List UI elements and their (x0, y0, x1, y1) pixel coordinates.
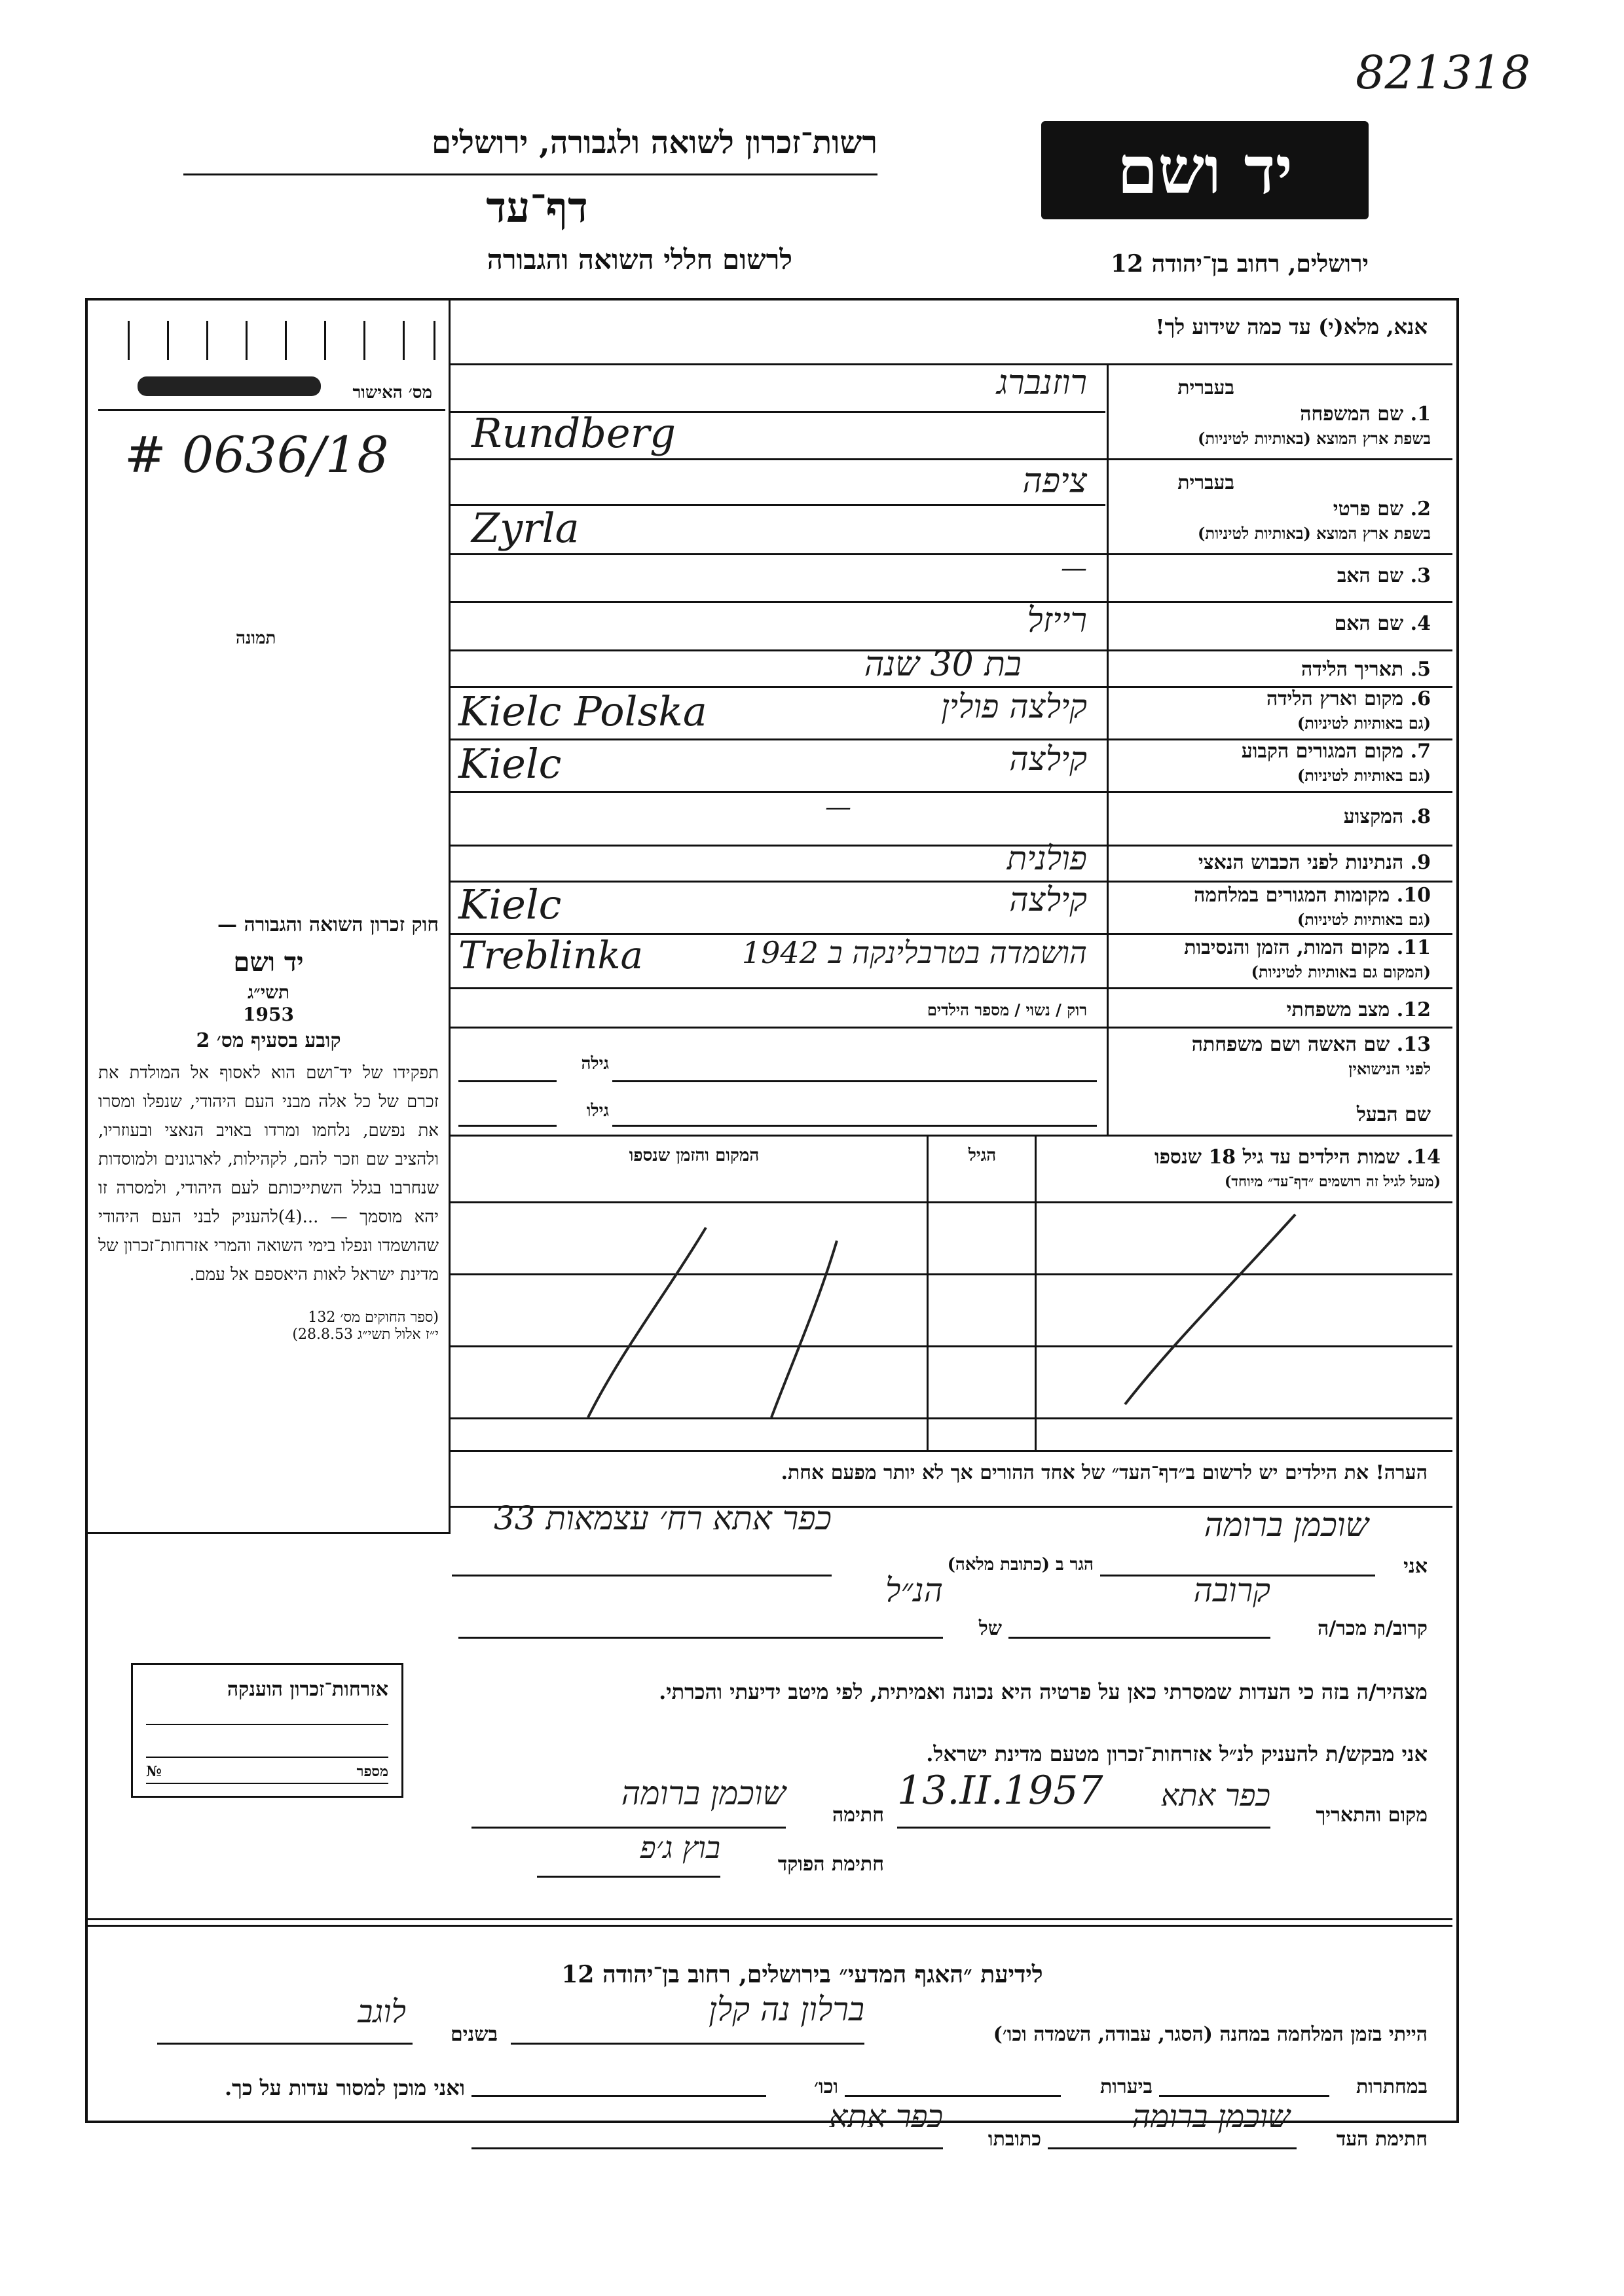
law-stamp (98, 913, 439, 1343)
ready-text: ואני מוכן למסור עדות על כך. (224, 2075, 465, 2100)
f1-num: 1. (1410, 403, 1431, 426)
archive-number: 821318 (1356, 46, 1531, 100)
camp-label: הייתי בזמן המלחמה במחנה (הסגר, עבודה, השמדה וכו׳) (993, 2023, 1428, 2046)
f7-label (1116, 740, 1431, 763)
of-label: של (978, 1617, 1002, 1640)
f12-value: רוק / נשוי / מספר הילדים (927, 1000, 1087, 1019)
children-label-text: שמות הילדים עד גיל 18 שנספו (1154, 1146, 1400, 1169)
resides-label: הגר ב (כתובת מלאה) (947, 1555, 1094, 1575)
husband-age-label: גילו (586, 1101, 609, 1121)
f5-label (1116, 658, 1431, 681)
f10-sub: (גם באותיות לטיניות) (1297, 910, 1431, 929)
children-num: 14. (1406, 1146, 1441, 1169)
stamp-line3: תשי״ג (247, 981, 290, 1003)
stamp-line1: חוק זכרון השואה והגבורה — (217, 913, 439, 936)
officer-label: חתימת הפוקד (777, 1853, 884, 1876)
f4-label (1116, 612, 1431, 635)
f13-sub: לפני הנישואין (1348, 1059, 1431, 1078)
f12-label-text: מצב משפחתי (1286, 998, 1390, 1021)
f2-label (1116, 498, 1431, 520)
f9-num: 9. (1410, 851, 1431, 874)
stamp-line5: קובע בסעיף מס׳ 2 (196, 1029, 341, 1052)
approval-label: מס׳ האישור (352, 383, 432, 403)
f4-num: 4. (1410, 612, 1431, 635)
place-date-label: מקום והתאריך (1316, 1804, 1428, 1827)
f5-num: 5. (1410, 658, 1431, 681)
etc-label: וכו׳ (814, 2075, 838, 2098)
f8-label-text: המקצוע (1343, 805, 1404, 828)
f13-age-label: גילה (581, 1054, 609, 1074)
f2-num: 2. (1410, 498, 1431, 520)
f7-sub: (גם באותיות לטיניות) (1297, 766, 1431, 785)
witness-sig-label: חתימת העד (1336, 2128, 1428, 2151)
f3-label (1116, 564, 1431, 587)
f10-label (1116, 884, 1431, 907)
request: אני מבקש/ת להעניק לנ״ל אזרחות־זכרון מטעם מדינת ישראל. (926, 1741, 1428, 1766)
witness-sig: שוכמן ברומה (1132, 2098, 1290, 2135)
number-label: מספר (356, 1763, 388, 1780)
officer-signature: בוץ ג׳פ (640, 1830, 720, 1865)
stamp-line2: יד ושם (233, 947, 304, 977)
f6-value-latin: Kielc Polska (458, 687, 707, 735)
f11-label (1116, 936, 1431, 959)
lower-title: לידיעת ״האגף המדעי״ בירושלים, רחוב בן־יהודה 12 (561, 1961, 1043, 1988)
form-subtitle: לרשום חללי השואה והגבורה (487, 244, 792, 276)
declaration: מצהיר/ה בזה כי העדות שמסרתי כאן על פרטיה היא נכונה ואמיתית, לפי מיטב ידיעתי והכרתי. (659, 1679, 1428, 1704)
f5-value: בת 30 שנה (864, 645, 1022, 684)
children-sub: (מעל לגיל זה רושמים ״דף־עד״ מיוחד) (1224, 1173, 1441, 1190)
children-place-col: המקום והזמן שנספו (629, 1146, 760, 1165)
approval-ticks (128, 321, 435, 360)
f1-label-text: שם המשפחה (1300, 403, 1404, 426)
f8-num: 8. (1410, 805, 1431, 828)
witness-address: כפר אתא רח׳ עצמאות 33 (493, 1499, 832, 1537)
f11-sub: (המקום גם באותיות לטיניות) (1251, 962, 1431, 981)
witness-name: שוכמן ברומה (1204, 1506, 1369, 1544)
f3-num: 3. (1410, 564, 1431, 587)
logo-text: יד ושם (1117, 132, 1293, 209)
f2-value-he: ציפה (1022, 462, 1087, 501)
date: 13.II.1957 (897, 1768, 1103, 1813)
number-sign: № (146, 1763, 162, 1780)
f5-label-text: תאריך הלידה (1301, 658, 1404, 681)
f6-label (1116, 687, 1431, 710)
camp-value: ברלון נה קלן (709, 1990, 864, 2028)
note: הערה! את הילדים יש לרשום ב״דף־העד״ של אחד ההורים אך לא יותר מפעם אחת. (781, 1461, 1428, 1484)
partisans-label: במחתרות (1356, 2075, 1428, 2098)
signature-label: חתימה (832, 1804, 884, 1827)
authority-title: רשות־זכרון לשואה ולגבורה, ירושלים (431, 124, 877, 161)
f13-num: 13. (1396, 1033, 1431, 1056)
stamp-footer1: (ספר החוקים מס׳ 132 (308, 1309, 439, 1326)
forests-label: ביערות (1099, 2075, 1153, 2098)
stamp-footer2: י״ז אלול תשי״ג 28.8.53) (292, 1326, 439, 1343)
relative-label: קרוב/ת מכר/ה (1317, 1617, 1428, 1640)
f12-label (1116, 998, 1431, 1021)
form-title: דף־עד (486, 183, 588, 232)
f9-label-text: הנתינות לפני הכבוש הנאצי (1198, 851, 1404, 874)
f1-hebrew-tag: בעברית (1177, 376, 1234, 399)
f6-value-he: קילצה פולין (941, 687, 1087, 725)
stamp-body: תפקידו של יד־ושם הוא לאסוף אל המולדת את זכרם של כל אלה מבני העם היהודי, שנפלו ומסרו את נפשם, נלחמו ומרדו באויב הנאצי ובעוזריו, ולהציב שם וזכר להם, לקהילות, לארגונים ולמוסדות שנחרבו בגלל השתייכותם לעם היהודי, ולמסרה זו יהא מוסמך — ...(4)להעניק לבני העם היהודי שהושמדו ונפלו בימי השואה והמרי אזרחות־זכרון של מדינת ישראל לאות היאספם אל עמם. (98, 1063, 439, 1285)
f11-num: 11. (1396, 936, 1431, 959)
photo-label: תמונה (236, 629, 276, 648)
f7-value-latin: Kielc (458, 740, 562, 788)
f10-num: 10. (1396, 884, 1431, 907)
f1-value-he: רוזנברג (996, 363, 1087, 403)
witness-i-label: אני (1403, 1555, 1428, 1578)
f4-label-text: שם האם (1334, 612, 1404, 635)
f3-label-text: שם האב (1337, 564, 1404, 587)
f2-hebrew-tag: בעברית (1177, 471, 1234, 494)
f7-num: 7. (1410, 740, 1431, 763)
f7-label-text: מקום המגורים הקבוע (1241, 740, 1404, 763)
address-value: כפר אתא (828, 2098, 943, 2135)
f6-sub: (גם באותיות לטיניות) (1297, 714, 1431, 733)
f1-label (1116, 403, 1431, 426)
f13-label-text: שם האשה ושם משפחתה (1191, 1033, 1390, 1056)
record-number: # 0636/18 (124, 426, 389, 484)
f12-num: 12. (1396, 998, 1431, 1021)
f10-value-latin: Kielc (458, 881, 562, 928)
relation: קרובה (1193, 1571, 1270, 1609)
f7-value-he: קילצה (1009, 740, 1087, 778)
place: כפר אתא (1160, 1777, 1270, 1813)
f9-label (1116, 851, 1431, 874)
f4-value: רייזל (1027, 601, 1087, 640)
f9-value: פולנית (1006, 839, 1087, 877)
years-value: לוגב (358, 1994, 406, 2030)
children-age-col: הגיל (968, 1146, 997, 1165)
f2-value-latin: Zyrla (471, 504, 580, 552)
f6-label-text: מקום וארץ הלידה (1266, 687, 1404, 710)
instruction: אנא, מלא(י) עד כמה שידוע לך! (1155, 314, 1428, 339)
header-address: ירושלים, רחוב בן־יהודה 12 (1110, 250, 1369, 278)
f1-sub: בשפת ארץ המוצא (באותיות לטיניות) (1198, 429, 1431, 448)
in-years-label: בשנים (450, 2023, 498, 2046)
f11-value-latin: Treblinka (458, 933, 644, 977)
crossed-out-number (138, 376, 321, 396)
f2-label-text: שם פרטי (1333, 498, 1404, 520)
f1-value-latin: Rundberg (471, 409, 676, 457)
citizenship-box (131, 1663, 403, 1798)
signature: שוכמן ברומה (621, 1774, 786, 1812)
of-value: הנ״ל (885, 1571, 943, 1609)
f6-num: 6. (1410, 687, 1431, 710)
husband-label: שם הבעל (1356, 1103, 1431, 1126)
yad-vashem-logo (1041, 121, 1369, 219)
citizenship-title: אזרחות־זכרון הוענקה (227, 1678, 388, 1701)
stamp-line4: 1953 (243, 1004, 294, 1025)
children-label (1048, 1146, 1441, 1169)
f11-label-text: מקום המות, הזמן והנסיבות (1184, 936, 1390, 959)
f8-label (1116, 805, 1431, 828)
f11-value-he: הושמדה בטרבלינקה ב 1942 (741, 935, 1087, 970)
f13-label (1116, 1033, 1431, 1056)
f10-label-text: מקומות המגורים במלחמה (1194, 884, 1390, 907)
children-strike-lines (451, 1201, 1452, 1450)
address-label: כתובתו (987, 2128, 1041, 2151)
f2-sub: בשפת ארץ המוצא (באותיות לטיניות) (1198, 524, 1431, 543)
f3-value: — (1061, 553, 1087, 583)
f10-value-he: קילצה (1009, 881, 1087, 919)
f8-value: — (825, 792, 851, 822)
